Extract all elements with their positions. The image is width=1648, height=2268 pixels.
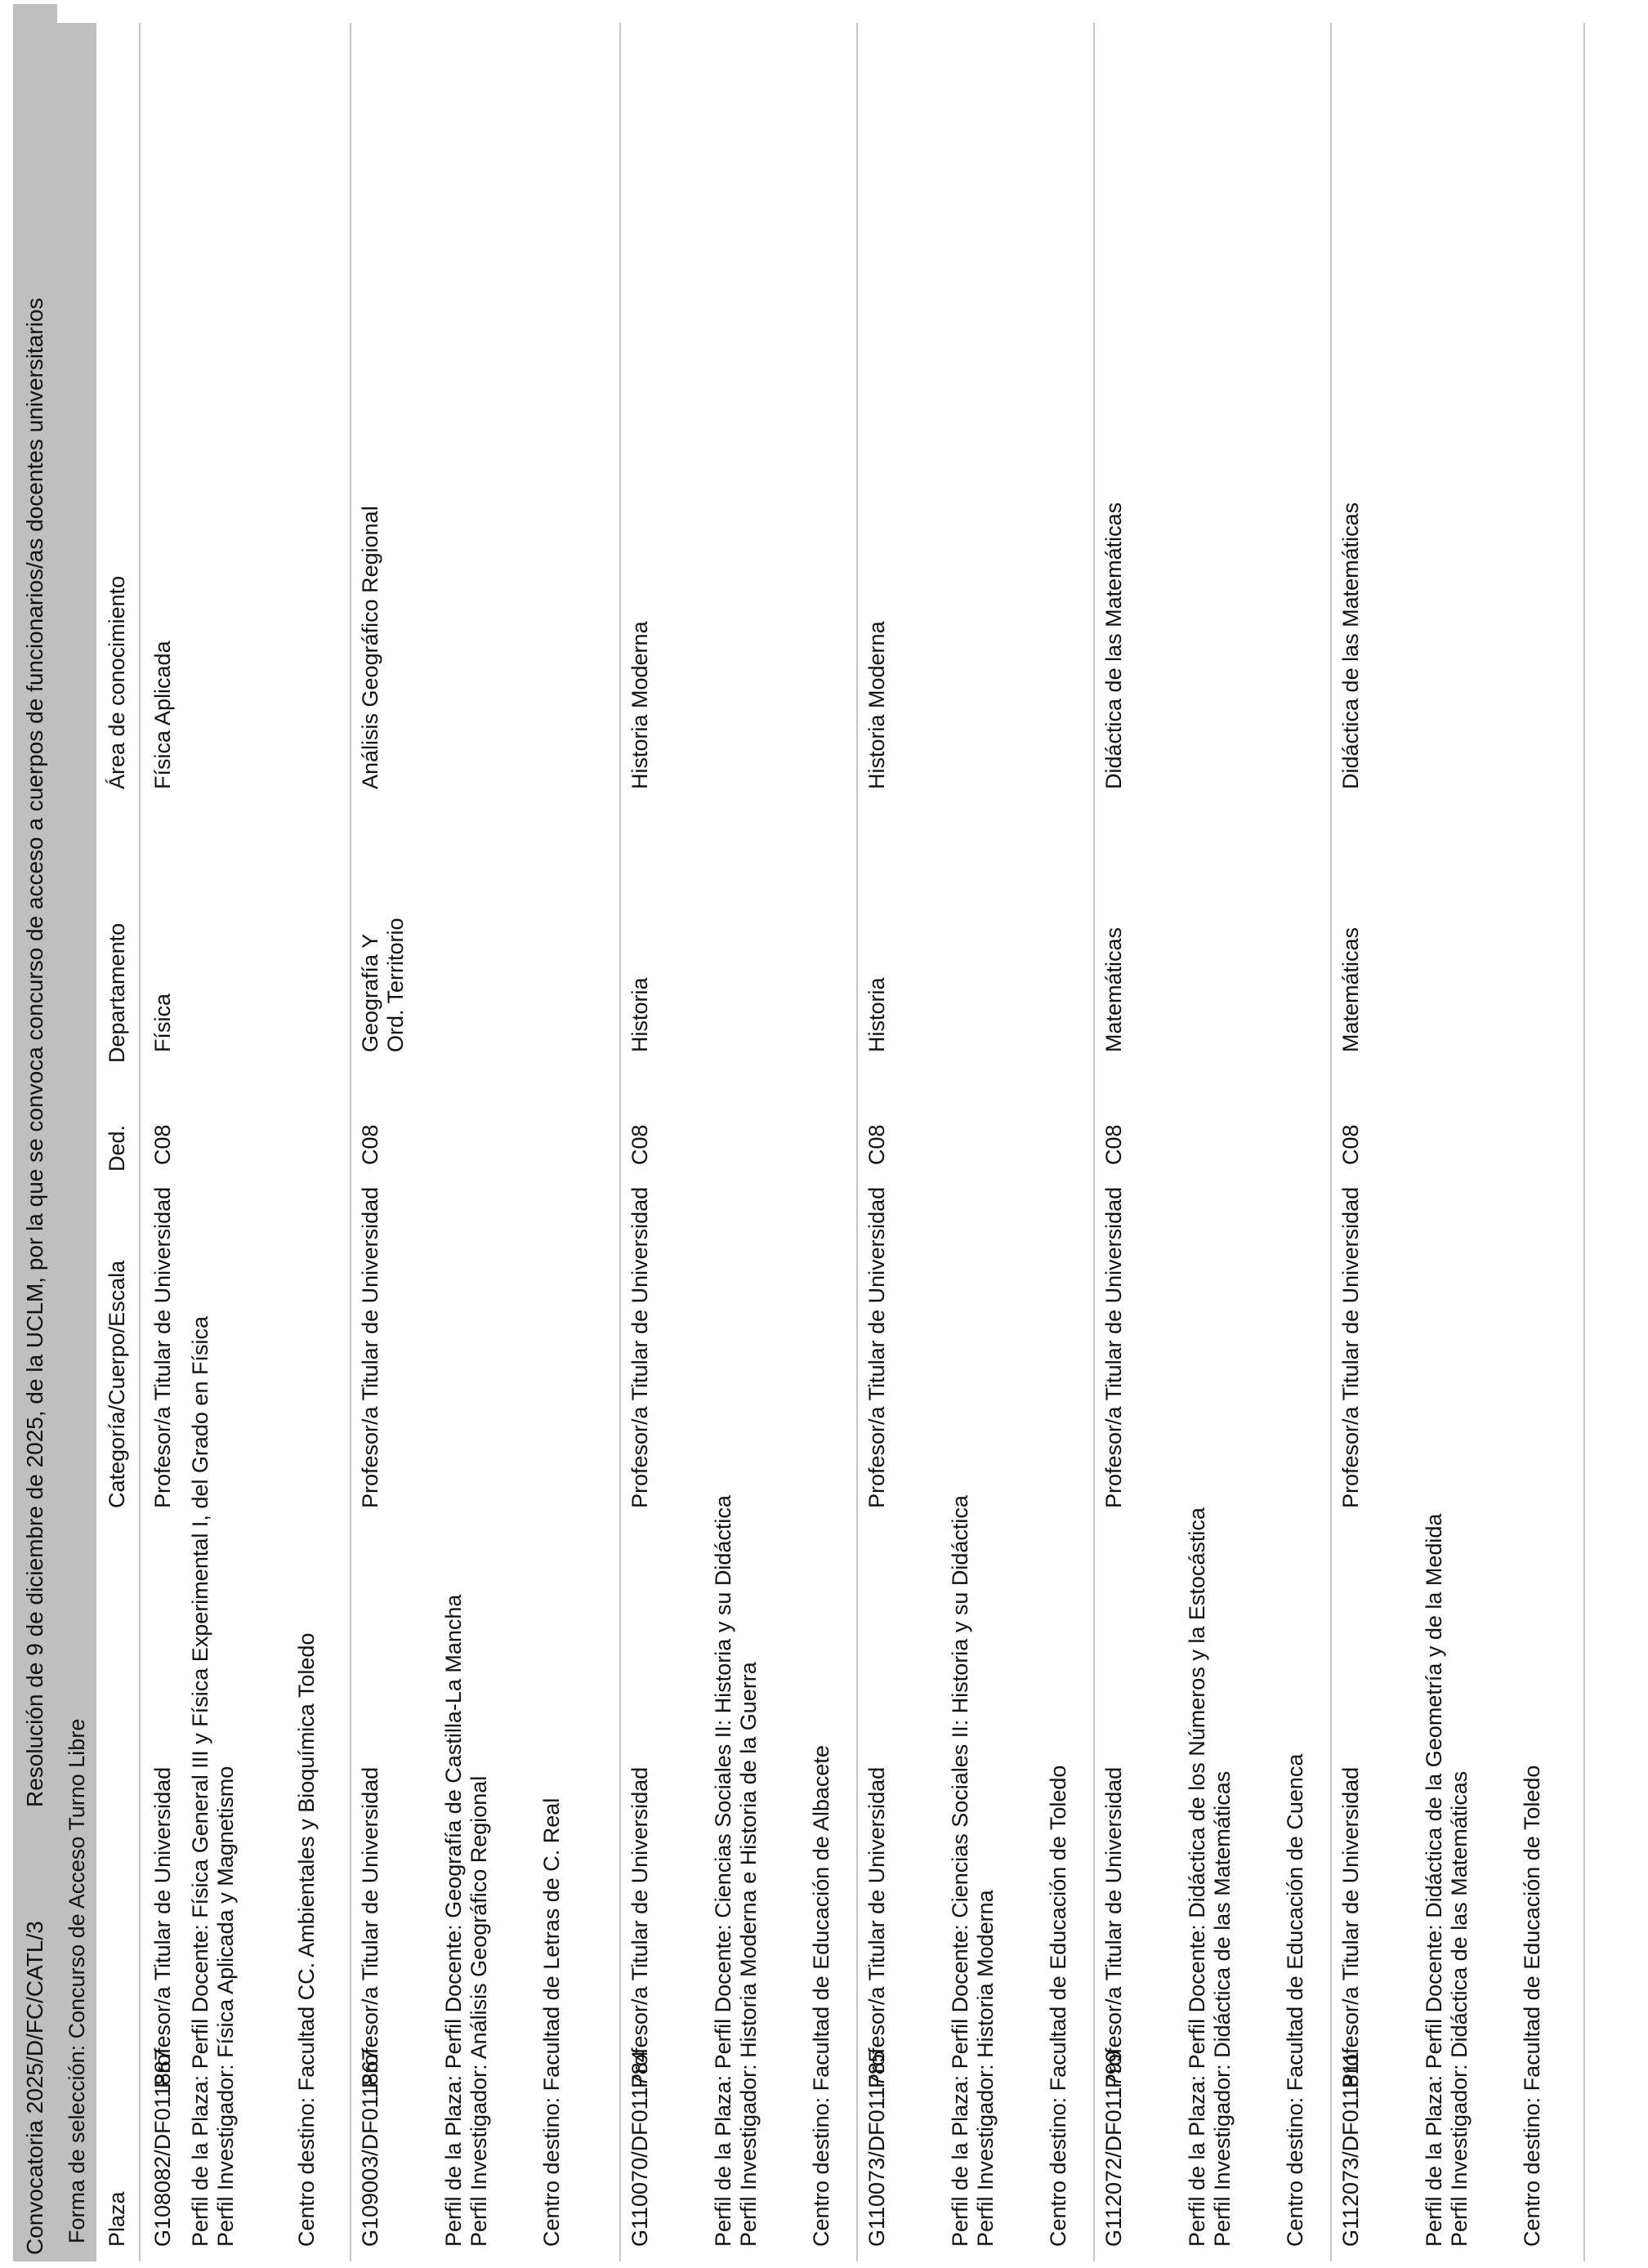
row-divider <box>1330 23 1332 2261</box>
plaza-categoria: Profesor/a Titular de Universidad <box>1101 1186 1126 1508</box>
plaza-departamento: Física <box>150 993 175 1052</box>
centro-destino: Centro destino: Facultad de Educación de Toledo <box>1046 1765 1070 2247</box>
plaza-dedicacion: C08 <box>627 1124 652 1165</box>
header-area: Área de conocimiento <box>105 575 129 789</box>
plaza-categoria: Profesor/a Titular de Universidad <box>358 1186 382 1508</box>
plaza-code: G110070/DF011784 <box>627 2050 652 2247</box>
centro-destino: Centro destino: Facultad de Educación de Cuenca <box>1283 1753 1307 2247</box>
plaza-code: G112072/DF011799 <box>1101 2050 1126 2247</box>
row-divider <box>1093 23 1095 2261</box>
perfil-investigador: Perfil Investigador: Historia Moderna <box>973 1890 998 2247</box>
plaza-dedicacion: C08 <box>864 1124 889 1165</box>
perfil-investigador: Perfil Investigador: Didáctica de las Matemáticas <box>1447 1770 1472 2247</box>
perfil-docente: Perfil de la Plaza: Perfil Docente: Didáctica de los Números y la Estocástica <box>1185 1507 1209 2247</box>
plaza-categoria-short: Profesor/a Titular de Universidad <box>1101 1766 1126 2088</box>
plaza-code: G109003/DF011867 <box>358 2048 382 2247</box>
row-divider <box>1583 23 1585 2261</box>
plaza-categoria: Profesor/a Titular de Universidad <box>627 1186 652 1508</box>
plaza-categoria-short: Profesor/a Titular de Universidad <box>358 1766 382 2088</box>
plaza-categoria-short: Profesor/a Titular de Universidad <box>1338 1766 1363 2088</box>
perfil-investigador: Perfil Investigador: Didáctica de las Matemáticas <box>1210 1770 1235 2247</box>
row-divider <box>139 23 141 2261</box>
perfil-investigador: Perfil Investigador: Física Aplicada y Magnetismo <box>213 1766 238 2247</box>
plaza-departamento: Historia <box>627 977 652 1052</box>
plaza-categoria-short: Profesor/a Titular de Universidad <box>864 1766 889 2088</box>
header-categoria: Categoría/Cuerpo/Escala <box>105 1260 129 1508</box>
row-divider <box>350 23 351 2261</box>
plaza-code: G110073/DF011785 <box>864 2050 889 2247</box>
plaza-area: Historia Moderna <box>864 621 889 789</box>
perfil-docente: Perfil de la Plaza: Perfil Docente: Ciencias Sociales II: Historia y su Didáctica <box>948 1495 972 2247</box>
plaza-categoria: Profesor/a Titular de Universidad <box>150 1186 175 1508</box>
section-band <box>57 23 96 2261</box>
plaza-area: Didáctica de las Matemáticas <box>1101 502 1126 789</box>
plaza-dedicacion: C08 <box>1338 1124 1363 1165</box>
plaza-dedicacion: C08 <box>358 1124 382 1165</box>
perfil-docente: Perfil de la Plaza: Perfil Docente: Geografía de Castilla-La Mancha <box>441 1594 466 2247</box>
header-plaza: Plaza <box>105 2191 129 2247</box>
plaza-area: Historia Moderna <box>627 621 652 789</box>
plaza-categoria: Profesor/a Titular de Universidad <box>1338 1186 1363 1508</box>
centro-destino: Centro destino: Facultad CC. Ambientales y Bioquímica Toledo <box>294 1632 319 2247</box>
row-divider <box>856 23 858 2261</box>
plaza-area: Didáctica de las Matemáticas <box>1338 502 1363 789</box>
plaza-area: Física Aplicada <box>150 641 175 789</box>
row-divider <box>619 23 621 2261</box>
plaza-code: G108082/DF011887 <box>150 2048 175 2247</box>
resolution-title: Resolución de 9 de diciembre de 2025, de la UCLM, por la que se convoca concurso de acceso a cuerpos de funcionarios/as docentes universitarios <box>22 297 47 1807</box>
plaza-departamento: Geografía Y Ord. Territorio <box>358 917 408 1052</box>
plaza-departamento: Matemáticas <box>1338 926 1363 1052</box>
header-band <box>13 4 57 2261</box>
centro-destino: Centro destino: Facultad de Educación de Toledo <box>1520 1765 1544 2247</box>
perfil-docente: Perfil de la Plaza: Perfil Docente: Física General III y Física Experimental I, del Grado en Física <box>188 1316 212 2247</box>
header-departamento: Departamento <box>105 922 129 1063</box>
plaza-area: Análisis Geográfico Regional <box>358 506 382 789</box>
perfil-investigador: Perfil Investigador: Análisis Geográfico Regional <box>467 1775 491 2247</box>
plaza-categoria-short: Profesor/a Titular de Universidad <box>627 1766 652 2088</box>
perfil-investigador: Perfil Investigador: Historia Moderna e Historia de la Guerra <box>736 1662 761 2247</box>
plaza-categoria: Profesor/a Titular de Universidad <box>864 1186 889 1508</box>
plaza-departamento: Matemáticas <box>1101 926 1126 1052</box>
perfil-docente: Perfil de la Plaza: Perfil Docente: Didáctica de la Geometría y de la Medida <box>1422 1513 1446 2247</box>
perfil-docente: Perfil de la Plaza: Perfil Docente: Ciencias Sociales II: Historia y su Didáctica <box>711 1495 735 2247</box>
centro-destino: Centro destino: Facultad de Letras de C. Real <box>539 1797 564 2247</box>
plaza-departamento: Historia <box>864 977 889 1052</box>
plaza-code: G112073/DF011811 <box>1338 2051 1363 2247</box>
plaza-dedicacion: C08 <box>150 1124 175 1165</box>
header-ded: Ded. <box>105 1124 129 1172</box>
selection-method: Forma de selección: Concurso de Acceso Turno Libre <box>65 1718 89 2243</box>
convocatoria-code: Convocatoria 2025/D/FC/CATL/3 <box>22 1921 47 2255</box>
plaza-dedicacion: C08 <box>1101 1124 1126 1165</box>
plaza-categoria-short: Profesor/a Titular de Universidad <box>150 1766 175 2088</box>
centro-destino: Centro destino: Facultad de Educación de Albacete <box>809 1745 833 2247</box>
